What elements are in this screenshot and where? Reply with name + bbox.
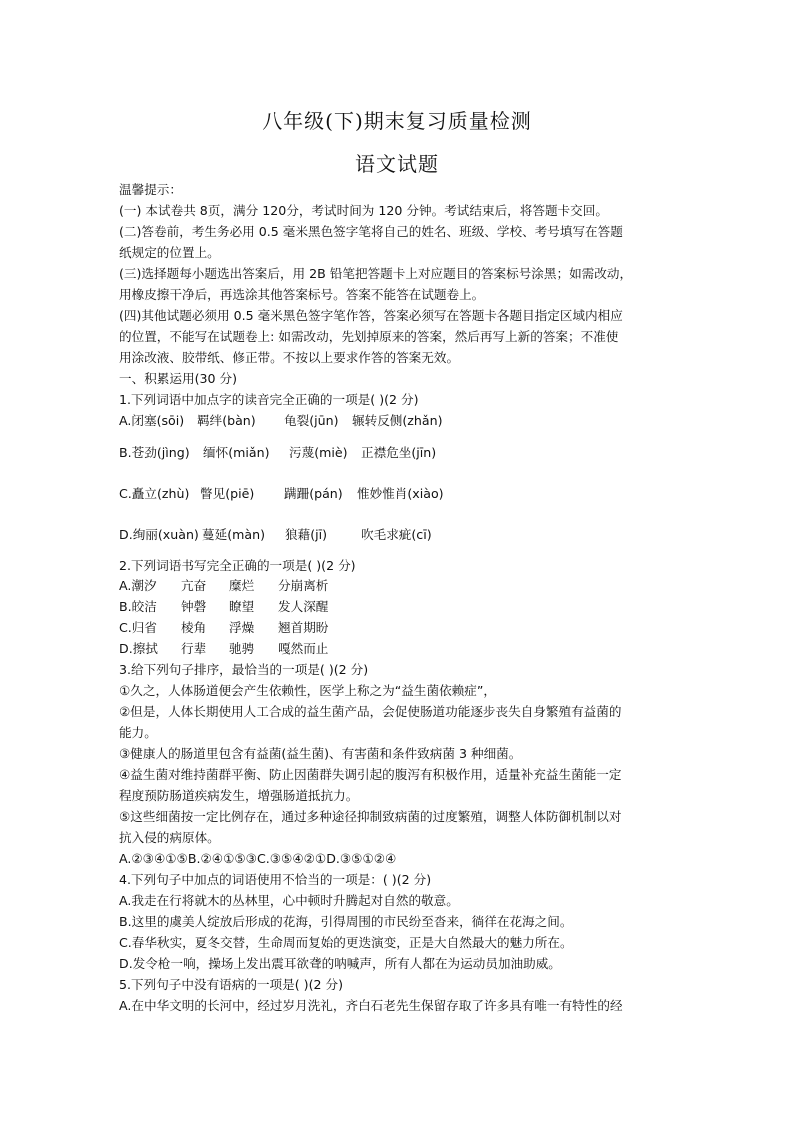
- q1-option-d-word: 狼藉(jī): [285, 527, 328, 542]
- q1-option-c-word: 蹒跚(pán): [284, 486, 343, 501]
- q1-option-d-word: 蔓延(màn): [202, 527, 265, 542]
- exam-subject-title: 语文试题: [355, 152, 439, 176]
- notice-line: (三)选择题每小题选出答案后，用 2B 铅笔把答题卡上对应题目的答案标号涂黑；如需改动，: [119, 266, 633, 281]
- q2-option-c-word: 浮燥: [229, 620, 255, 635]
- q3-options: A.②③④①⑤B.②④①⑤③C.③⑤④②①D.③⑤①②④: [119, 851, 397, 866]
- q1-option-a-word: 辗转反侧(zhǎn): [352, 413, 443, 428]
- notice-line: 纸规定的位置上。: [119, 245, 220, 260]
- q1-option-c-word: C.矗立(zhù): [119, 486, 190, 501]
- q1-option-c-word: 瞥见(piē): [200, 486, 255, 501]
- q5-option: A.在中华文明的长河中，经过岁月洗礼，齐白石老先生保留存取了许多具有唯一有特性的经: [119, 998, 623, 1013]
- q4-option: C.春华秋实，夏冬交替，生命周而复始的更迭演变，正是大自然最大的魅力所在。: [119, 935, 573, 950]
- notice-line: (二)答卷前，考生务必用 0.5 毫米黑色签字笔将自己的姓名、班级、学校、考号填写在答题: [119, 224, 623, 239]
- notice-line: (一) 本试卷共 8页，满分 120分，考试时间为 120 分钟。考试结束后，将答题卡交回。: [119, 203, 608, 218]
- notice-line: 用涂改液、胶带纸、修正带。不按以上要求作答的答案无效。: [119, 350, 460, 365]
- question-1-stem: 1.下列词语中加点字的读音完全正确的一项是( )(2 分): [119, 392, 419, 407]
- q3-sentence: 抗入侵的病原体。: [119, 830, 220, 845]
- q1-option-b-word: 缅怀(miǎn): [203, 445, 270, 460]
- notice-line: 用橡皮擦干净后，再选涂其他答案标号。答案不能答在试题卷上。: [119, 287, 485, 302]
- q4-option: A.我走在行将就木的丛林里，心中顿时升腾起对自然的敬意。: [119, 893, 459, 908]
- question-4-stem: 4.下列句子中加点的词语使用不恰当的一项是：( )(2 分): [119, 872, 432, 887]
- q3-sentence: 程度预防肠道疾病发生，增强肠道抵抗力。: [119, 788, 359, 803]
- q2-option-a-word: 糜烂: [229, 578, 255, 593]
- q4-option: B.这里的虞美人绽放后形成的花海，引得周围的市民纷至沓来，徜徉在花海之间。: [119, 914, 573, 929]
- q1-option-b-word: 正襟危坐(jīn): [361, 445, 437, 460]
- notice-line: (四)其他试题必须用 0.5 毫米黑色签字笔作答，答案必须写在答题卡各题目指定区域内相应: [119, 308, 623, 323]
- q1-option-b-word: B.苍劲(jìng): [119, 445, 190, 460]
- q1-option-c-word: 惟妙惟肖(xiào): [357, 486, 444, 501]
- notice-heading: 温馨提示：: [119, 182, 182, 197]
- q2-option-c-word: 棱角: [181, 620, 207, 635]
- question-3-stem: 3.给下列句子排序，最恰当的一项是( )(2 分): [119, 662, 369, 677]
- exam-title: 八年级(下)期末复习质量检测: [262, 109, 532, 133]
- q1-option-d-word: D.绚丽(xuàn): [119, 527, 199, 542]
- q1-option-a-word: 龟裂(jūn): [284, 413, 339, 428]
- q3-sentence: ①久之，人体肠道便会产生依赖性，医学上称之为“益生菌依赖症”，: [119, 683, 496, 698]
- q2-option-d-word: D.擦拭: [119, 641, 158, 656]
- q2-option-b-word: 发人深醒: [278, 599, 329, 614]
- q3-sentence: 能力。: [119, 725, 157, 740]
- notice-line: 的位置，不能写在试题卷上: 如需改动，先划掉原来的答案，然后再写上新的答案；不准使: [119, 329, 619, 344]
- q1-option-a-word: A.闭塞(sōi): [119, 413, 185, 428]
- question-5-stem: 5.下列句子中没有语病的一项是( )(2 分): [119, 977, 344, 992]
- section-heading: 一、积累运用(30 分): [119, 371, 238, 386]
- q3-sentence: ②但是，人体长期使用人工合成的益生菌产品，会促使肠道功能逐步丧失自身繁殖有益菌的: [119, 704, 622, 719]
- q1-option-d-word: 吹毛求疵(cī): [361, 527, 432, 542]
- q2-option-a-word: 亢奋: [181, 578, 207, 593]
- q3-sentence: ④益生菌对维持菌群平衡、防止因菌群失调引起的腹泻有积极作用，适量补充益生菌能一定: [119, 767, 622, 782]
- q2-option-b-word: 钟磬: [181, 599, 207, 614]
- question-2-stem: 2.下列词语书写完全正确的一项是( )(2 分): [119, 558, 356, 573]
- q2-option-a-word: A.潮汐: [119, 578, 157, 593]
- q1-option-a-word: 羁绊(bàn): [197, 413, 256, 428]
- q2-option-c-word: C.归省: [119, 620, 157, 635]
- q3-sentence: ⑤这些细菌按一定比例存在，通过多种途径抑制致病菌的过度繁殖，调整人体防御机制以对: [119, 809, 622, 824]
- q2-option-d-word: 行辈: [181, 641, 207, 656]
- q2-option-d-word: 嘎然而止: [278, 641, 329, 656]
- q2-option-b-word: B.皎洁: [119, 599, 157, 614]
- q4-option: D.发令枪一响，操场上发出震耳欲聋的呐喊声，所有人都在为运动员加油助威。: [119, 956, 561, 971]
- q2-option-d-word: 驰骋: [229, 641, 255, 656]
- q3-sentence: ③健康人的肠道里包含有益菌(益生菌)、有害菌和条件致病菌 3 种细菌。: [119, 746, 522, 761]
- q2-option-b-word: 瞭望: [229, 599, 255, 614]
- q2-option-a-word: 分崩离析: [278, 578, 329, 593]
- q1-option-b-word: 污蔑(miè): [289, 445, 348, 460]
- q2-option-c-word: 翘首期盼: [278, 620, 329, 635]
